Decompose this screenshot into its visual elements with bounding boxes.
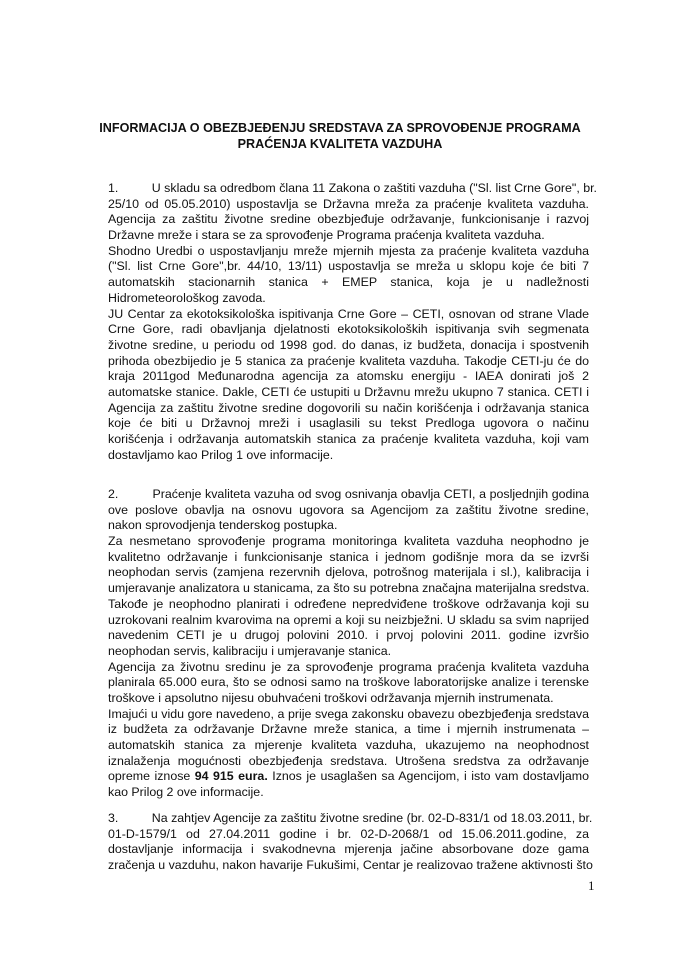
paragraph-line: kvalitetno održavanje i funkcionisanje stanica i jednom godišnje mora da se izvrši bbox=[108, 549, 589, 564]
paragraph-line: dostavljamo kao Prilog 1 ove informacije. bbox=[108, 447, 334, 462]
paragraph-line: neophodan servis, kalibraciju i umjeravanje stanica. bbox=[108, 643, 392, 658]
paragraph-line: koje će biti u Državnoj mreži i usaglasili su tekst Predloga ugovora o načinu bbox=[108, 416, 589, 431]
paragraph-line: 3. Na zahtjev Agencije za zaštitu životne sredine (br. 02-D-831/1 od 18.03.2011, br. bbox=[108, 811, 593, 825]
paragraph-line: zračenja u vazduhu, nakon havarije Fukušimi, Centar je realizovao tražene aktivnosti što bbox=[108, 858, 593, 873]
title-line-1: INFORMACIJA O OBEZBJEĐENJU SREDSTAVA ZA SPROVOĐENJE PROGRAMA bbox=[99, 121, 581, 135]
paragraph-line: Shodno Uredbi o uspostavljanju mreže mjernih mjesta za praćenje kvaliteta vazduha bbox=[108, 243, 589, 258]
paragraph-line: Agencija za zaštitu životne sredine dogovorili su način korišćenja i održavanja stanica bbox=[108, 400, 589, 415]
paragraph-line: ove poslove obavlja na osnovu ugovora sa Agencijom za zaštitu životne sredine, bbox=[108, 502, 589, 517]
amount-value: 94 915 eura. bbox=[194, 769, 268, 784]
section-1 bbox=[108, 181, 597, 463]
paragraph-line: nakon sprovodjenja tenderskog postupka. bbox=[108, 518, 338, 533]
paragraph-line: automatskih stanica za mjerenje kvaliteta vazduha, ukazujemo na neophodnost bbox=[108, 738, 589, 752]
paragraph-line: neophodan servis (zamjena rezervnih djelova, potrošnog materijala i sl.), kalibracija i bbox=[108, 565, 589, 580]
title-line-2: PRAĆENJA KVALITETA VAZDUHA bbox=[237, 137, 443, 151]
paragraph-line: Hidrometeorološkog zavoda. bbox=[108, 290, 266, 305]
paragraph-line: ("Sl. list Crne Gore",br. 44/10, 13/11) uspostavlja se mreža u sklopu koje će biti 7 bbox=[108, 259, 589, 274]
paragraph-line: Državne mreže i stara se za sprovođenje Programa praćenja kvaliteta vazduha. bbox=[108, 228, 545, 243]
page-number: 1 bbox=[588, 878, 595, 893]
paragraph-line: korišćenja i održavanja automatskih stanica za praćenje kvaliteta vazduha, koji vam bbox=[108, 432, 589, 446]
paragraph-line: 25/10 od 05.05.2010) uspostavlja se Državna mreža za praćenje kvaliteta vazduha. bbox=[108, 196, 589, 211]
section-2 bbox=[108, 487, 589, 801]
section-number: 1. bbox=[108, 181, 119, 195]
paragraph-line: navedenim CETI je u drugoj polovini 2010. i prvoj polovini 2011. godine izvršio bbox=[108, 628, 589, 643]
paragraph-line: životne sredine, u periodu od 1998 god. do danas, iz budžeta, donacija i spostvenih bbox=[108, 337, 589, 352]
paragraph-line: 2. Praćenje kvaliteta vazuha od svog osnivanja obavlja CETI, a posljednjih godina bbox=[108, 487, 589, 501]
paragraph-line: iz budžeta za održavanje Državne mreže stanica, a time i mjernih instrumenata – bbox=[108, 722, 589, 737]
paragraph-line: planirala 65.000 eura, što se odnosi samo na troškove laboratorijske analize i terenske bbox=[108, 675, 589, 690]
paragraph-line: Za nesmetano sprovođenje programa monitoringa kvaliteta vazduha neophodno je bbox=[108, 534, 589, 549]
paragraph-line: dostavljanje informacija i svakodnevna mjerenja jačine absorbovane doze gama bbox=[108, 842, 589, 857]
amount-line: opreme iznose 94 915 eura. Iznos je usaglašen sa Agencijom, i isto vam dostavljamo bbox=[108, 769, 589, 784]
section-number: 2. bbox=[108, 487, 119, 501]
paragraph-line: 01-D-1579/1 od 27.04.2011 godine i br. 02-D-2068/1 od 15.06.2011.godine, za bbox=[108, 826, 589, 841]
paragraph-line: Agencija za životnu sredinu je za sprovođenje programa praćenja kvaliteta vazduha bbox=[108, 659, 589, 674]
document-title bbox=[80, 120, 600, 152]
paragraph-line: umjeravanje analizatora u stanicama, za što su potrebna značajna materijalna sredstva. bbox=[108, 581, 590, 596]
paragraph-line: prihoda obezbijedio je 5 stanica za praćenje kvaliteta vazduha. Takodje CETI-ju će do bbox=[108, 353, 589, 368]
paragraph-line: automatske stanice. Dakle, CETI će ustupiti u Državnu mrežu ukupno 7 stanica. CETI i bbox=[108, 384, 589, 399]
paragraph-line: Takođe je neophodno planirati i određene nepredviđene troškove održavanja koji su bbox=[108, 596, 589, 611]
paragraph-line: JU Centar za ekotoksikološka ispitivanja Crne Gore – CETI, osnovan od strane Vlade bbox=[108, 306, 589, 321]
section-number: 3. bbox=[108, 811, 119, 825]
paragraph-line: automatskih stacionarnih stanica + EMEP stanica, koja je u nadležnosti bbox=[108, 275, 589, 290]
paragraph-line: kao Prilog 2 ove informacije. bbox=[108, 785, 264, 800]
paragraph-line: troškove i apsolutno nijesu obuhvaćeni troškovi održavanja mjernih instrumenata. bbox=[108, 690, 554, 705]
section-3 bbox=[108, 811, 593, 874]
paragraph-line: Crne Gore, radi obavljanja djelatnosti ekotoksikoloških ispitivanja svih segmenata bbox=[108, 322, 589, 337]
paragraph-line: Agencija za zaštitu životne sredine obezbjeđuje održavanje, funkcionisanje i razvoj bbox=[108, 212, 589, 227]
paragraph-line: uzrokovani realnim kvarovima na opremi a koji su neizbježni. U skladu sa svim naprijed bbox=[108, 612, 589, 627]
paragraph-line: 1. U skladu sa odredbom člana 11 Zakona o zaštiti vazduha ("Sl. list Crne Gore", br. bbox=[108, 181, 597, 195]
paragraph-line: Imajući u vidu gore navedeno, a prije svega zakonsku obavezu obezbjeđenja sredstava bbox=[108, 706, 589, 721]
paragraph-line: iznalaženja mogućnosti obezbjeđenja sredstava. Utrošena sredstva za održavanje bbox=[108, 753, 589, 768]
paragraph-line: kraja 2011god Međunarodna agencija za atomsku energiju - IAEA donirati još 2 bbox=[108, 369, 589, 384]
